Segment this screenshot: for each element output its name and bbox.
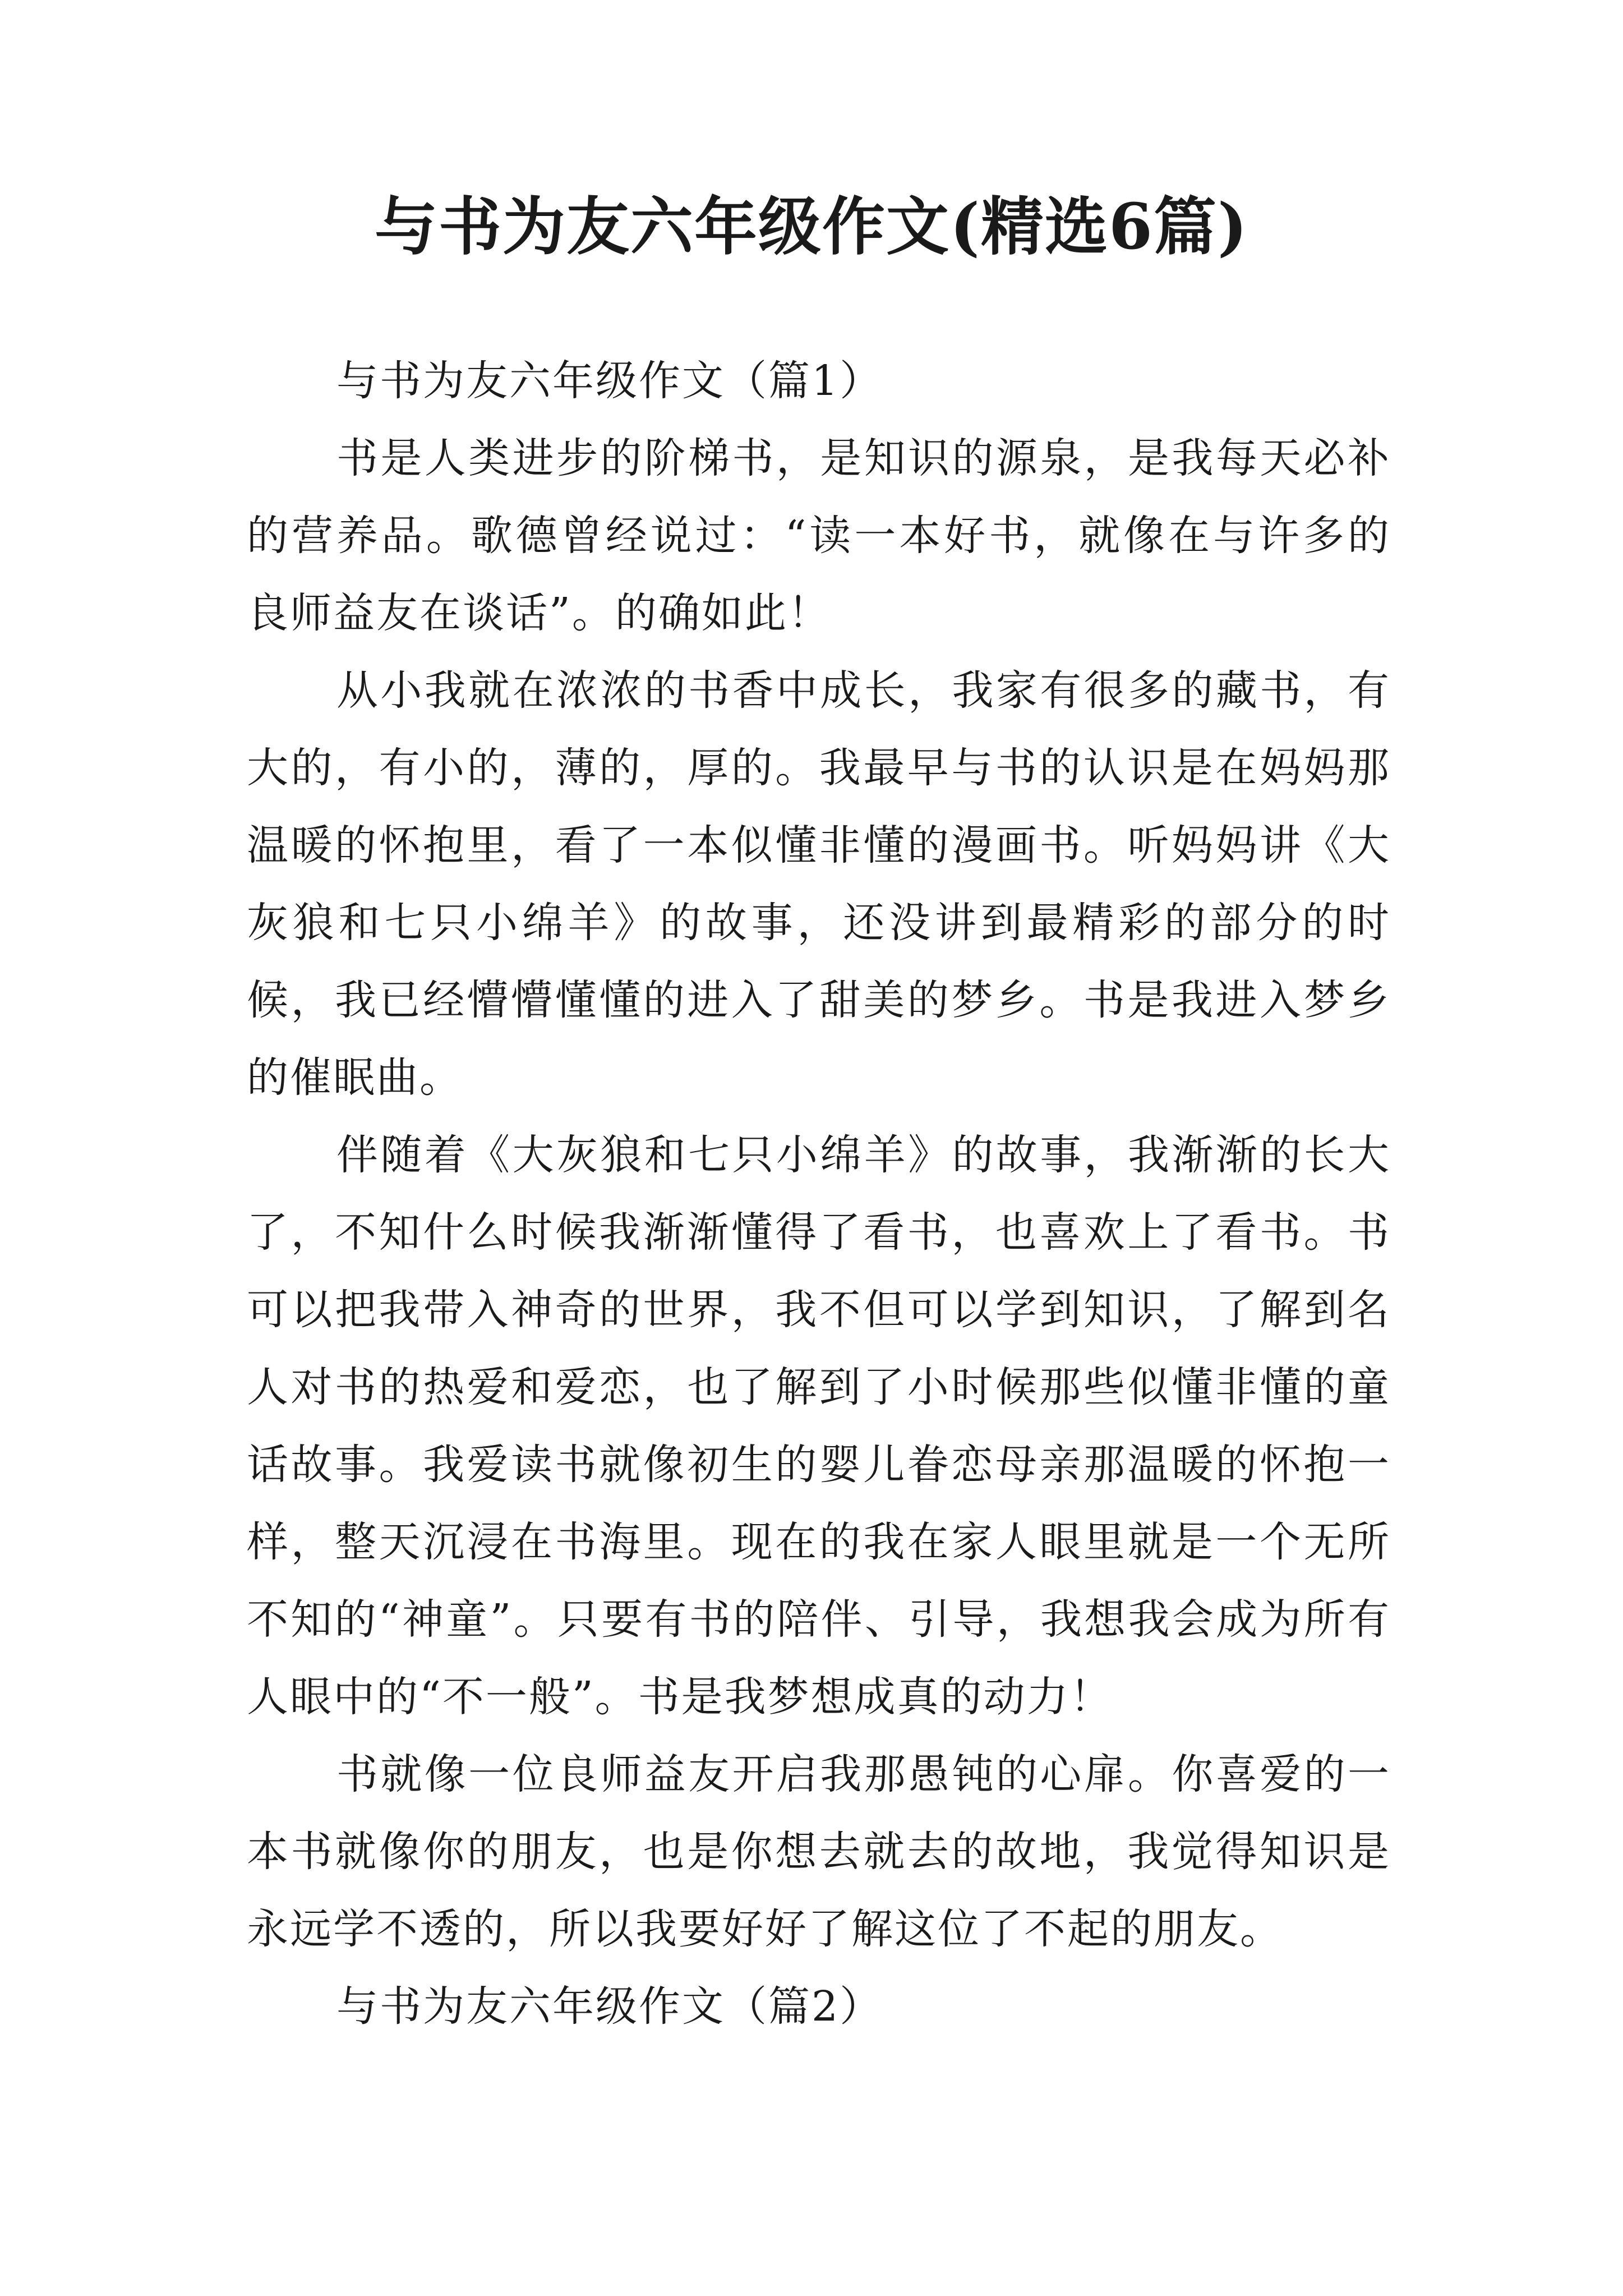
section-heading-2: 与书为友六年级作文（篇2） <box>336 1982 883 2031</box>
paragraph-3: 伴随着《大灰狼和七只小绵羊》的故事，我渐渐的长大了，不知什么时候我渐渐懂得了看书，也喜欢上了看书。书可以把我带入神奇的世界，我不但可以学到知识，了解到名人对书的热爱和爱恋，也了解到了小时候那些似懂非懂的童话故事。我爱读书就像初生的婴儿眷恋母亲那温暖的怀抱一样，整天沉浸在书海里。现在的我在家人眼里就是一个无所不知的“神童”。只要有书的陪伴、引导，我想我会成为所有人眼中的“不一般”。书是我梦想成真的动力！ <box>247 1131 1391 1721</box>
paragraph-4: 书就像一位良师益友开启我那愚钝的心扉。你喜爱的一本书就像你的朋友，也是你想去就去的故地，我觉得知识是永远学不透的，所以我要好好了解这位了不起的朋友。 <box>247 1750 1391 1953</box>
paragraph-2: 从小我就在浓浓的书香中成长，我家有很多的藏书，有大的，有小的，薄的，厚的。我最早与书的认识是在妈妈那温暖的怀抱里，看了一本似懂非懂的漫画书。听妈妈讲《大灰狼和七只小绵羊》的故事，还没讲到最精彩的部分的时候，我已经懵懵懂懂的进入了甜美的梦乡。书是我进入梦乡的催眠曲。 <box>247 666 1391 1102</box>
section-heading-1: 与书为友六年级作文（篇1） <box>336 357 883 405</box>
document-title: 与书为友六年级作文(精选6篇) <box>375 190 1248 264</box>
document-body <box>247 342 1391 2045</box>
paragraph-1: 书是人类进步的阶梯书，是知识的源泉，是我每天必补的营养品。歌德曾经说过：“读一本好书，就像在与许多的良师益友在谈话”。的确如此！ <box>247 434 1391 637</box>
